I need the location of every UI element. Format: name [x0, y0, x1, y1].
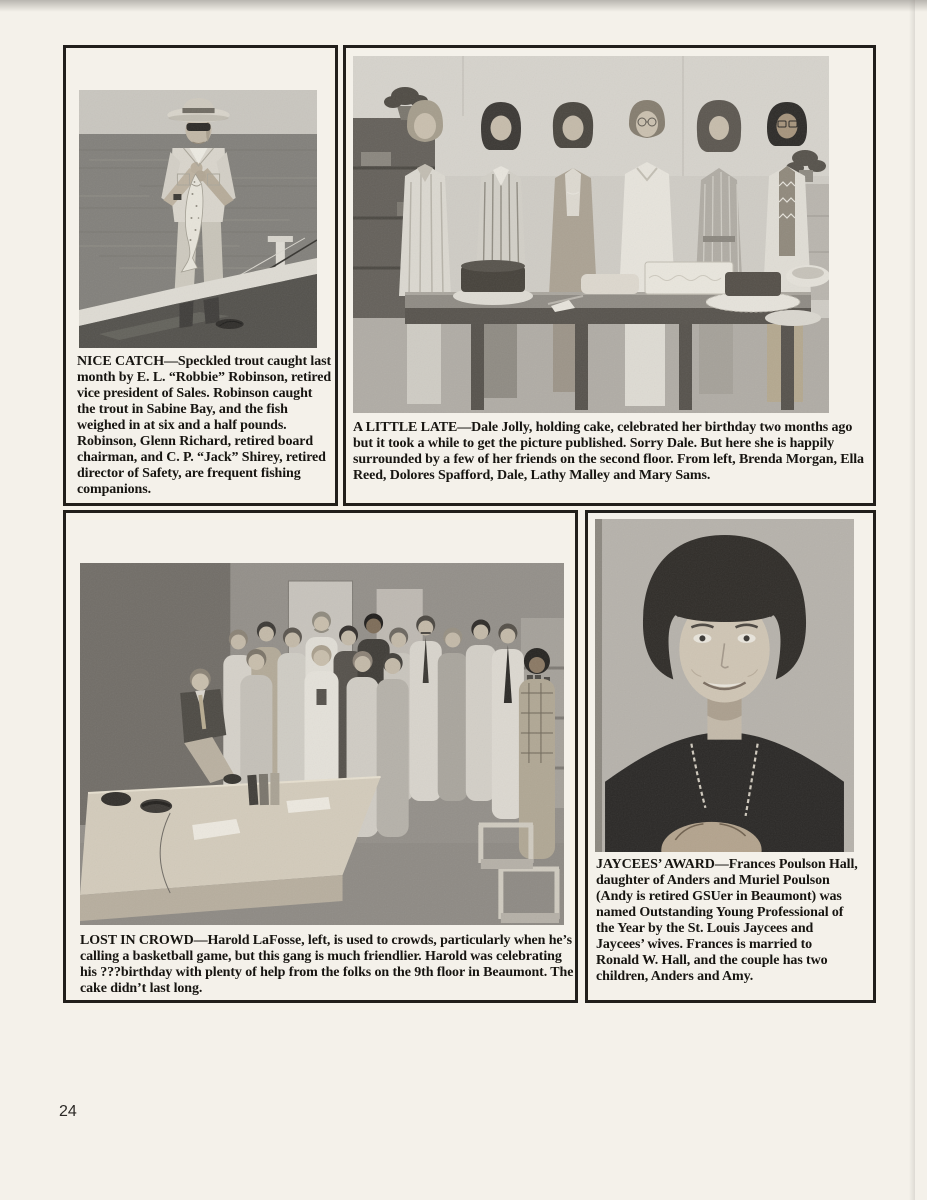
panel-a-little-late — [343, 45, 876, 506]
panel-nice-catch — [63, 45, 338, 506]
portrait-photo — [595, 519, 854, 852]
office-crowd-photo — [80, 563, 564, 925]
panel-jaycees-award — [585, 510, 876, 1003]
birthday-group-photo — [353, 56, 829, 413]
lost-in-crowd-caption: LOST IN CROWD—Harold LaFosse, left, is used to crowds, particularly when he’s calling a basketball game, but this gang is much friendlier. Harold was celebrating his ???birthday with plenty of help from the folks on the 9th floor in Beaumont. The cake didn’t last long. — [80, 933, 574, 996]
page-number: 24 — [59, 1103, 77, 1120]
a-little-late-caption: A LITTLE LATE—Dale Jolly, holding cake, celebrated her birthday two months ago but it took a while to get the picture published. Sorry Dale. But here she is happily surrounded by a few of her friends on the second floor. From left, Brenda Morgan, Ella Reed, Dolores Spafford, Dale, Lathy Malley and Mary Sams. — [353, 420, 864, 483]
office-crowd-illustration — [80, 563, 564, 925]
scan-edge-top — [0, 0, 927, 12]
nice-catch-caption: NICE CATCH—Speckled trout caught last month by E. L. “Robbie” Robinson, retired vice president of Sales. Robinson caught the trout in Sabine Bay, and the fish weighed in at six and a half pounds. Robinson, Glenn Richard, retired board chairman, and C. P. “Jack” Shirey, retired director of Safety, are frequent fishing companions. — [77, 354, 332, 497]
jaycees-award-caption: JAYCEES’ AWARD—Frances Poulson Hall, daughter of Anders and Muriel Poulson (Andy is retired GSUer in Beaumont) was named Outstanding Young Professional of the Year by the St. Louis Jaycees and Jaycees’ wives. Frances is married to Ronald W. Hall, and the couple has two children, Anders and Amy. — [596, 857, 858, 984]
scan-edge-right — [909, 0, 915, 1200]
birthday-group-illustration — [353, 56, 829, 413]
panel-lost-in-crowd — [63, 510, 578, 1003]
fisherman-illustration — [79, 90, 317, 348]
portrait-illustration — [595, 519, 854, 852]
nice-catch-photo — [79, 90, 317, 348]
